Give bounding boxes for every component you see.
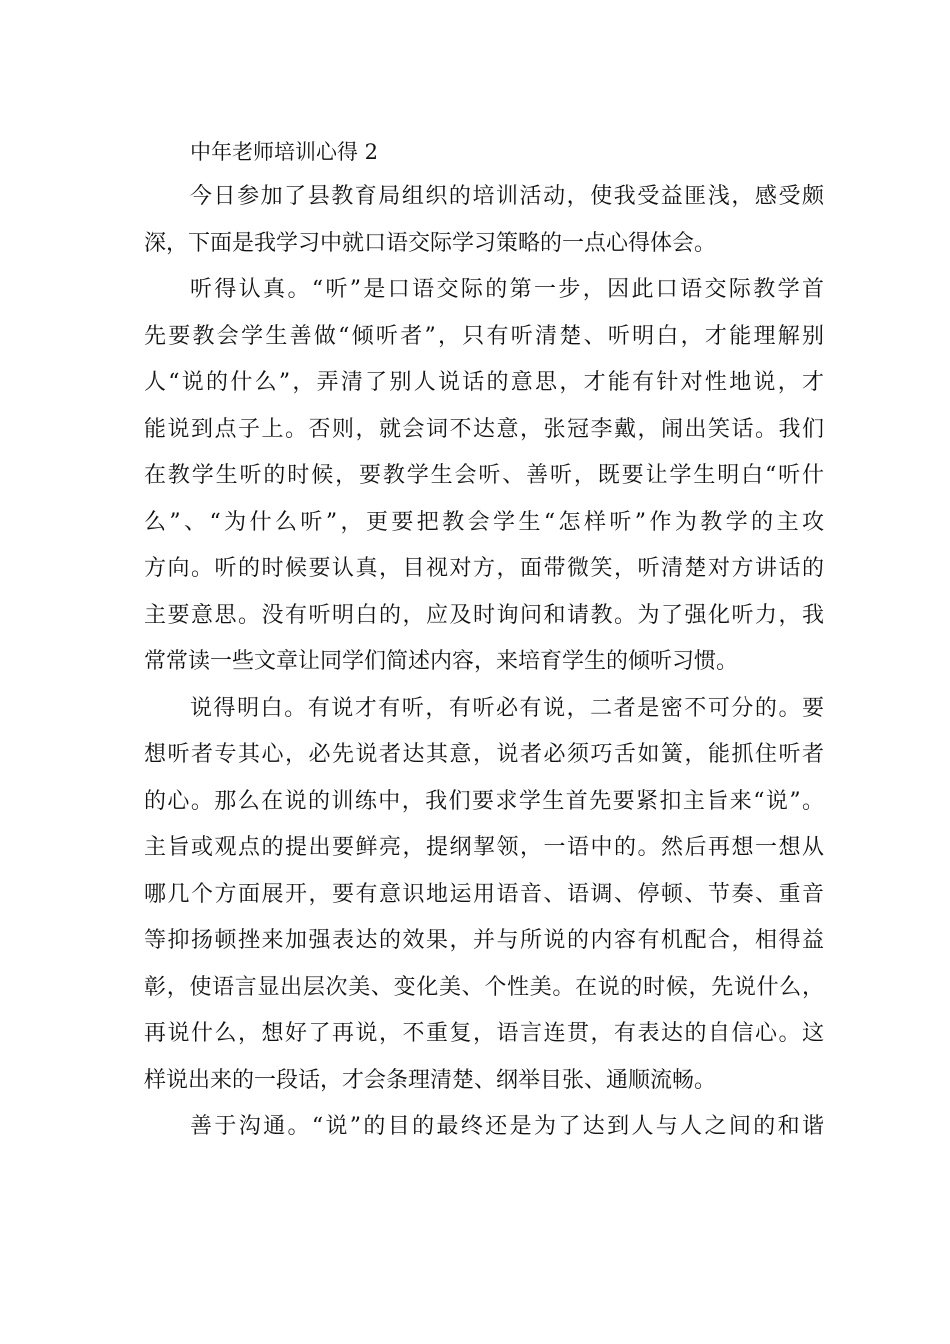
paragraph-line: 想听者专其心，必先说者达其意，说者必须巧舌如簧，能抓住听者 (144, 742, 824, 767)
paragraph-line: 在教学生听的时候，要教学生会听、善听，既要让学生明白“听什 (144, 463, 824, 488)
paragraph-line: 人“说的什么”，弄清了别人说话的意思，才能有针对性地说，才 (144, 370, 824, 395)
paragraph-line: 今日参加了县教育局组织的培训活动，使我受益匪浅，感受颇 (190, 184, 824, 209)
paragraph-line: 说得明白。有说才有听，有听必有说，二者是密不可分的。要 (190, 695, 824, 721)
paragraph-line: 彰，使语言显出层次美、变化美、个性美。在说的时候，先说什么， (144, 974, 824, 1000)
paragraph-line: 主要意思。没有听明白的，应及时询问和请教。为了强化听力，我 (144, 602, 824, 628)
paragraph-line: 常常读一些文章让同学们简述内容，来培育学生的倾听习惯。 (144, 649, 739, 674)
paragraph-line: 方向。听的时候要认真，目视对方，面带微笑，听清楚对方讲话的 (144, 556, 824, 581)
paragraph-speaking (144, 686, 824, 1105)
paragraph-communication (144, 1104, 824, 1151)
paragraph-line: 么”、“为什么听”，更要把教会学生“怎样听”作为教学的主攻 (144, 509, 824, 535)
paragraph-line: 的心。那么在说的训练中，我们要求学生首先要紧扣主旨来“说”。 (144, 788, 824, 814)
paragraph-line: 先要教会学生善做“倾听者”，只有听清楚、听明白，才能理解别 (144, 323, 824, 349)
paragraph-listening (144, 267, 824, 686)
document-title: 中年老师培训心得 2 (190, 140, 379, 164)
paragraph-line: 能说到点子上。否则，就会词不达意，张冠李戴，闹出笑话。我们 (144, 416, 824, 442)
paragraph-line: 善于沟通。“说”的目的最终还是为了达到人与人之间的和谐 (190, 1114, 824, 1139)
paragraph-line: 哪几个方面展开，要有意识地运用语音、语调、停顿、节奏、重音 (144, 881, 824, 907)
paragraph-line: 深，下面是我学习中就口语交际学习策略的一点心得体会。 (144, 230, 717, 256)
paragraph-line: 听得认真。“听”是口语交际的第一步，因此口语交际教学首 (190, 277, 824, 302)
paragraph-line: 再说什么，想好了再说，不重复，语言连贯，有表达的自信心。这 (144, 1021, 824, 1046)
paragraph-line: 主旨或观点的提出要鲜亮，提纲挈领，一语中的。然后再想一想从 (144, 835, 824, 860)
paragraph-line: 样说出来的一段话，才会条理清楚、纲举目张、通顺流畅。 (144, 1067, 717, 1093)
document-body (144, 132, 824, 1151)
paragraph-line: 等抑扬顿挫来加强表达的效果，并与所说的内容有机配合，相得益 (144, 928, 824, 953)
paragraph-intro (144, 174, 824, 267)
